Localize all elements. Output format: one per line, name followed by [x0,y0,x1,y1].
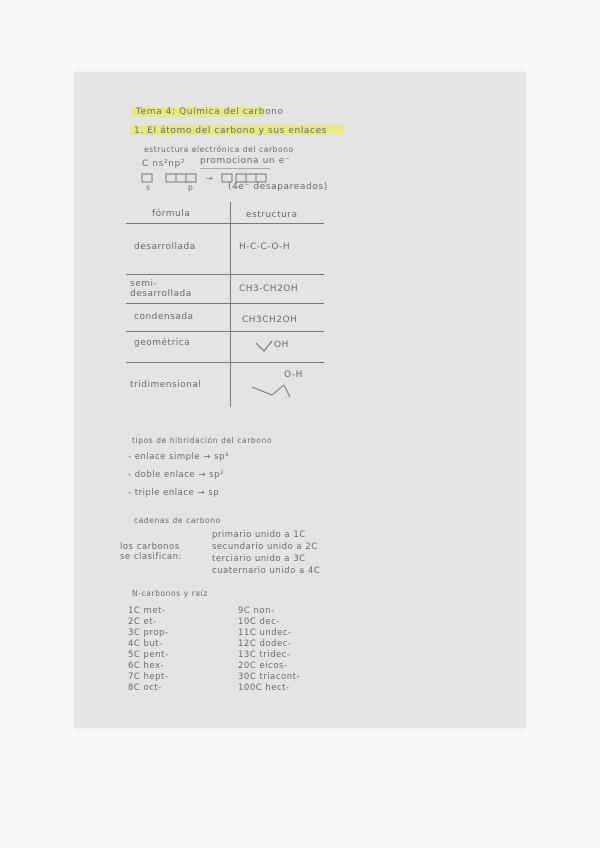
list-item: 7C hept- [128,672,169,682]
list-item: - enlace simple → sp³ [128,452,229,462]
list-item: 30C triacont- [238,672,301,682]
list-item: 8C oct- [128,683,162,693]
p-label: p [188,183,194,192]
row-formula: desarrollada [134,242,196,252]
section-subtitle: 1. El átomo del carbono y sus enlaces [134,126,328,136]
list-item: 13C tridec- [238,650,291,660]
table-header-formula: fórmula [152,209,191,219]
row-structure: CH3-CH2OH [239,284,299,294]
row-structure: O-H [284,370,303,380]
svg-text:→: → [206,174,213,183]
list-item: cuaternario unido a 4C [212,566,321,576]
list-item: 1C met- [128,606,166,616]
electronic-structure-heading: estructura electrónica del carbono [144,145,294,154]
row-formula: condensada [134,312,194,322]
row-formula: tridimensional [130,380,202,390]
row-structure: CH3CH2OH [242,315,298,325]
table-header-structure: estructura [246,210,298,220]
list-item: 3C prop- [128,628,169,638]
page-title: Tema 4: Química del carbono [136,107,284,117]
list-item: 12C dodec- [238,639,292,649]
list-item: 6C hex- [128,661,165,671]
unpaired-text: (4e⁻ desapareados) [228,182,328,192]
list-item: - doble enlace → sp² [128,470,224,480]
list-item: 2C et- [128,617,157,627]
list-item: 5C pent- [128,650,169,660]
row-formula: geométrica [134,338,191,348]
list-item: terciario unido a 3C [212,554,306,564]
list-item: 11C undec- [238,628,292,638]
promotion-text: promociona un e⁻ [200,156,291,166]
list-item: - triple enlace → sp [128,488,220,498]
list-item: secundario unido a 2C [212,542,318,552]
list-item: 10C dec- [238,617,280,627]
row-formula: semi-desarrollada [130,279,192,299]
list-item: 9C non- [238,606,275,616]
row-structure: H-C-C-O-H [239,242,291,252]
chains-lead: los carbonos se clasifican: [120,542,182,562]
list-item: 20C eicos- [238,661,288,671]
list-item: primario unido a 1C [212,530,306,540]
notebook-page [74,72,526,728]
list-item: 100C hect- [238,683,290,693]
chains-heading: cadenas de carbono [134,516,221,525]
roots-heading: N-carbonos y raíz [132,589,208,598]
hybridization-heading: tipos de hibridación del carbono [132,436,273,445]
electron-config: C ns²np² [142,159,185,169]
list-item: 4C but- [128,639,163,649]
s-label: s [146,183,151,192]
row-structure: OH [274,340,289,350]
